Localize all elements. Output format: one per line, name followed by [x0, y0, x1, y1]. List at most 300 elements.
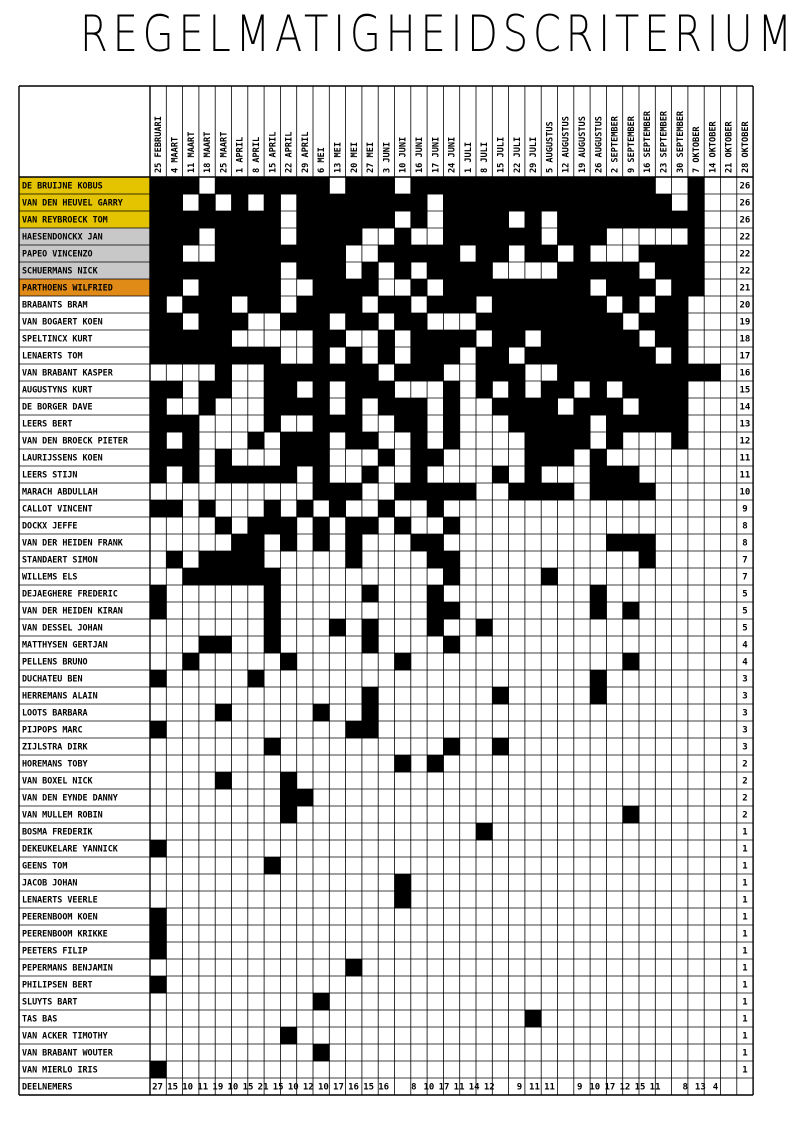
attendance-mark	[395, 755, 412, 772]
attendance-mark	[232, 245, 249, 262]
attendance-mark	[623, 415, 640, 432]
row-name: DUCHATEU BEN	[22, 673, 83, 684]
row-name: JACOB JOHAN	[22, 877, 78, 888]
row-name: PEERENBOOM KRIKKE	[22, 928, 108, 939]
attendance-mark	[606, 534, 623, 551]
attendance-mark	[558, 364, 575, 381]
attendance-mark	[427, 296, 444, 313]
attendance-mark	[313, 466, 330, 483]
attendance-mark	[329, 330, 346, 347]
attendance-mark	[427, 347, 444, 364]
attendance-mark	[346, 177, 363, 194]
attendance-mark	[672, 364, 689, 381]
attendance-mark	[199, 262, 216, 279]
attendance-mark	[590, 466, 607, 483]
attendance-mark	[183, 211, 200, 228]
column-header: 12 AUGUSTUS	[561, 116, 572, 173]
attendance-mark	[215, 466, 232, 483]
attendance-mark	[183, 466, 200, 483]
attendance-mark	[280, 806, 297, 823]
row-name: ZIJLSTRA DIRK	[22, 741, 88, 752]
attendance-mark	[150, 925, 167, 942]
attendance-mark	[590, 449, 607, 466]
attendance-mark	[215, 330, 232, 347]
column-header: 8 APRIL	[251, 136, 262, 173]
attendance-mark	[248, 228, 265, 245]
row-name: LENAERTS VEERLE	[22, 894, 98, 905]
row-total: 3	[742, 691, 748, 702]
attendance-mark	[280, 1027, 297, 1044]
row-name: VAN BOXEL NICK	[22, 775, 93, 786]
attendance-mark	[232, 228, 249, 245]
attendance-mark	[150, 177, 167, 194]
row-total: 1	[742, 997, 748, 1008]
footer-count: 15	[167, 1082, 179, 1093]
footer-count: 11	[529, 1082, 540, 1093]
attendance-mark	[672, 381, 689, 398]
attendance-mark	[492, 738, 509, 755]
attendance-mark	[215, 704, 232, 721]
attendance-mark	[166, 279, 183, 296]
column-header: 25 FEBRUARI	[154, 116, 165, 173]
attendance-mark	[574, 262, 591, 279]
footer-count: 14	[468, 1082, 480, 1093]
attendance-mark	[199, 381, 216, 398]
attendance-mark	[411, 466, 428, 483]
attendance-mark	[346, 551, 363, 568]
attendance-mark	[297, 432, 314, 449]
attendance-mark	[248, 245, 265, 262]
attendance-mark	[574, 398, 591, 415]
column-header: 2 SEPTEMBER	[610, 116, 621, 173]
attendance-mark	[541, 449, 558, 466]
attendance-mark	[280, 381, 297, 398]
attendance-mark	[590, 398, 607, 415]
attendance-mark	[509, 381, 526, 398]
attendance-mark	[606, 415, 623, 432]
attendance-mark	[688, 364, 705, 381]
attendance-mark	[232, 568, 249, 585]
attendance-mark	[590, 364, 607, 381]
column-header: 7 OKTOBER	[692, 126, 703, 173]
footer-count: 15	[634, 1082, 646, 1093]
column-header: 16 SEPTEMBER	[643, 110, 654, 173]
attendance-mark	[395, 517, 412, 534]
attendance-mark	[574, 415, 591, 432]
attendance-mark	[623, 211, 640, 228]
attendance-mark	[443, 245, 460, 262]
attendance-mark	[362, 177, 379, 194]
attendance-mark	[639, 194, 656, 211]
attendance-mark	[395, 194, 412, 211]
attendance-mark	[297, 262, 314, 279]
footer-count: 11	[453, 1082, 465, 1093]
attendance-mark	[558, 415, 575, 432]
attendance-mark	[427, 483, 444, 500]
attendance-mark	[460, 330, 477, 347]
attendance-mark	[313, 1044, 330, 1061]
row-total: 1	[742, 1014, 748, 1025]
footer-count: 17	[604, 1082, 616, 1093]
row-name: STANDAERT SIMON	[22, 554, 98, 565]
row-total: 19	[739, 317, 751, 328]
attendance-mark	[215, 262, 232, 279]
column-header: 18 MAART	[203, 131, 214, 173]
attendance-mark	[590, 670, 607, 687]
attendance-mark	[313, 245, 330, 262]
attendance-mark	[346, 721, 363, 738]
attendance-mark	[232, 194, 249, 211]
attendance-mark	[606, 364, 623, 381]
attendance-mark	[443, 296, 460, 313]
row-name: VAN DEN EYNDE DANNY	[22, 792, 118, 803]
attendance-mark	[150, 262, 167, 279]
attendance-mark	[183, 432, 200, 449]
attendance-mark	[476, 228, 493, 245]
attendance-mark	[655, 245, 672, 262]
row-name: DEKEUKELARE YANNICK	[22, 843, 118, 854]
attendance-mark	[525, 228, 542, 245]
column-header: 22 JULI	[512, 136, 523, 173]
column-header: 15 JULI	[496, 136, 507, 173]
attendance-mark	[166, 415, 183, 432]
footer-count: 12	[619, 1082, 631, 1093]
attendance-mark	[476, 262, 493, 279]
row-name: HOREMANS TOBY	[22, 758, 88, 769]
row-name: MATTHYSEN GERTJAN	[22, 639, 108, 650]
attendance-mark	[688, 177, 705, 194]
attendance-mark	[264, 228, 281, 245]
attendance-mark	[443, 517, 460, 534]
attendance-mark	[297, 211, 314, 228]
attendance-mark	[443, 228, 460, 245]
attendance-mark	[329, 500, 346, 517]
attendance-mark	[264, 568, 281, 585]
attendance-mark	[655, 262, 672, 279]
attendance-mark	[150, 942, 167, 959]
attendance-mark	[297, 177, 314, 194]
attendance-mark	[411, 432, 428, 449]
attendance-mark	[346, 381, 363, 398]
attendance-mark	[362, 279, 379, 296]
attendance-mark	[525, 449, 542, 466]
attendance-mark	[623, 296, 640, 313]
attendance-mark	[639, 177, 656, 194]
footer-count: 10	[287, 1082, 299, 1093]
attendance-mark	[460, 279, 477, 296]
attendance-mark	[574, 211, 591, 228]
attendance-mark	[541, 398, 558, 415]
attendance-mark	[395, 296, 412, 313]
row-total: 1	[742, 963, 748, 974]
attendance-mark	[150, 347, 167, 364]
row-total: 5	[742, 589, 748, 600]
attendance-mark	[606, 262, 623, 279]
attendance-mark	[574, 313, 591, 330]
attendance-mark	[525, 432, 542, 449]
attendance-mark	[248, 432, 265, 449]
row-total: 3	[742, 742, 748, 753]
attendance-mark	[541, 313, 558, 330]
row-total: 1	[742, 844, 748, 855]
row-name: LOOTS BARBARA	[22, 707, 88, 718]
row-name: PARTHOENS WILFRIED	[22, 282, 113, 293]
row-total: 2	[742, 810, 748, 821]
attendance-mark	[443, 347, 460, 364]
attendance-mark	[280, 789, 297, 806]
footer-count: 9	[576, 1082, 583, 1093]
attendance-mark	[427, 262, 444, 279]
attendance-mark	[395, 653, 412, 670]
row-name: VAN BRABANT KASPER	[22, 367, 113, 378]
attendance-mark	[443, 636, 460, 653]
attendance-mark	[492, 313, 509, 330]
attendance-mark	[558, 313, 575, 330]
attendance-mark	[606, 483, 623, 500]
attendance-mark	[606, 398, 623, 415]
attendance-mark	[623, 466, 640, 483]
column-header: 1 APRIL	[235, 136, 246, 173]
attendance-mark	[541, 279, 558, 296]
attendance-mark	[232, 347, 249, 364]
footer-count: 8	[682, 1082, 688, 1093]
attendance-mark	[297, 245, 314, 262]
attendance-mark	[346, 228, 363, 245]
row-total: 1	[742, 980, 748, 991]
row-name: BOSMA FREDERIK	[22, 826, 93, 837]
attendance-mark	[541, 415, 558, 432]
attendance-mark	[606, 211, 623, 228]
attendance-mark	[215, 296, 232, 313]
attendance-mark	[525, 279, 542, 296]
footer-count: 10	[227, 1082, 239, 1093]
attendance-mark	[443, 415, 460, 432]
column-header: 6 MEI	[317, 147, 328, 173]
attendance-mark	[362, 721, 379, 738]
attendance-mark	[150, 432, 167, 449]
attendance-mark	[264, 857, 281, 874]
attendance-mark	[655, 415, 672, 432]
column-header: 14 OKTOBER	[708, 121, 719, 173]
attendance-mark	[313, 228, 330, 245]
attendance-mark	[623, 330, 640, 347]
attendance-mark	[525, 296, 542, 313]
attendance-mark	[443, 738, 460, 755]
attendance-mark	[183, 228, 200, 245]
attendance-mark	[329, 364, 346, 381]
attendance-mark	[232, 279, 249, 296]
attendance-mark	[362, 262, 379, 279]
attendance-mark	[509, 398, 526, 415]
attendance-mark	[443, 279, 460, 296]
attendance-mark	[525, 245, 542, 262]
attendance-mark	[297, 228, 314, 245]
attendance-mark	[525, 177, 542, 194]
footer-count: 27	[152, 1082, 163, 1093]
attendance-mark	[411, 534, 428, 551]
attendance-mark	[313, 381, 330, 398]
attendance-mark	[639, 347, 656, 364]
attendance-mark	[590, 602, 607, 619]
footer-count: 13	[694, 1082, 706, 1093]
column-header: 15 APRIL	[268, 131, 279, 173]
attendance-mark	[248, 670, 265, 687]
attendance-mark	[411, 194, 428, 211]
attendance-mark	[639, 534, 656, 551]
attendance-mark	[606, 313, 623, 330]
attendance-mark	[362, 619, 379, 636]
attendance-mark	[378, 330, 395, 347]
attendance-mark	[704, 364, 721, 381]
row-name: LENAERTS TOM	[22, 350, 83, 361]
attendance-mark	[492, 245, 509, 262]
attendance-mark	[378, 398, 395, 415]
attendance-mark	[378, 449, 395, 466]
attendance-mark	[166, 177, 183, 194]
attendance-mark	[264, 636, 281, 653]
attendance-mark	[639, 551, 656, 568]
attendance-mark	[509, 279, 526, 296]
row-total: 9	[742, 504, 748, 515]
attendance-mark	[655, 381, 672, 398]
attendance-mark	[460, 296, 477, 313]
attendance-mark	[264, 415, 281, 432]
attendance-mark	[525, 211, 542, 228]
column-header: 5 AUGUSTUS	[545, 121, 556, 173]
attendance-mark	[558, 483, 575, 500]
attendance-mark	[590, 194, 607, 211]
attendance-mark	[460, 262, 477, 279]
footer-count: 10	[589, 1082, 601, 1093]
row-total: 11	[739, 470, 751, 481]
attendance-mark	[232, 177, 249, 194]
attendance-mark	[623, 194, 640, 211]
attendance-mark	[443, 194, 460, 211]
attendance-mark	[329, 296, 346, 313]
attendance-mark	[362, 585, 379, 602]
footer-count: 21	[257, 1082, 269, 1093]
attendance-mark	[313, 364, 330, 381]
row-total: 1	[742, 912, 748, 923]
attendance-mark	[280, 517, 297, 534]
row-name: WILLEMS ELS	[22, 571, 78, 582]
row-total: 1	[742, 1065, 748, 1076]
attendance-mark	[590, 381, 607, 398]
attendance-mark	[215, 772, 232, 789]
row-total: 2	[742, 793, 748, 804]
row-total: 2	[742, 776, 748, 787]
attendance-mark	[623, 177, 640, 194]
attendance-mark	[199, 279, 216, 296]
attendance-mark	[492, 330, 509, 347]
attendance-mark	[509, 296, 526, 313]
attendance-mark	[623, 602, 640, 619]
attendance-mark	[232, 551, 249, 568]
attendance-mark	[183, 415, 200, 432]
attendance-mark	[215, 211, 232, 228]
attendance-mark	[492, 466, 509, 483]
attendance-mark	[297, 313, 314, 330]
attendance-mark	[183, 347, 200, 364]
attendance-mark	[362, 466, 379, 483]
row-name: PHILIPSEN BERT	[22, 979, 93, 990]
attendance-mark	[411, 279, 428, 296]
attendance-mark	[280, 772, 297, 789]
row-total: 22	[739, 232, 751, 243]
attendance-mark	[313, 517, 330, 534]
attendance-mark	[411, 364, 428, 381]
attendance-mark	[525, 483, 542, 500]
attendance-mark	[248, 177, 265, 194]
attendance-mark	[199, 347, 216, 364]
row-name: DEJAEGHERE FREDERIC	[22, 588, 118, 599]
column-header: 17 JUNI	[431, 136, 442, 173]
attendance-mark	[541, 483, 558, 500]
attendance-mark	[150, 398, 167, 415]
attendance-mark	[166, 228, 183, 245]
attendance-mark	[362, 432, 379, 449]
attendance-mark	[313, 279, 330, 296]
attendance-mark	[150, 245, 167, 262]
attendance-mark	[215, 228, 232, 245]
attendance-mark	[574, 296, 591, 313]
attendance-mark	[297, 194, 314, 211]
attendance-mark	[313, 993, 330, 1010]
attendance-mark	[672, 347, 689, 364]
row-total: 3	[742, 674, 748, 685]
attendance-mark	[346, 211, 363, 228]
row-name: PEERENBOOM KOEN	[22, 911, 98, 922]
attendance-mark	[313, 449, 330, 466]
attendance-mark	[150, 415, 167, 432]
attendance-mark	[166, 194, 183, 211]
attendance-mark	[313, 483, 330, 500]
attendance-mark	[248, 568, 265, 585]
attendance-mark	[264, 347, 281, 364]
row-total: 26	[739, 198, 751, 209]
attendance-mark	[248, 466, 265, 483]
attendance-mark	[672, 330, 689, 347]
row-total: 8	[742, 521, 748, 532]
attendance-mark	[574, 347, 591, 364]
row-total: 3	[742, 708, 748, 719]
attendance-mark	[541, 347, 558, 364]
attendance-mark	[509, 177, 526, 194]
row-name: SPELTINCX KURT	[22, 333, 93, 344]
attendance-mark	[166, 313, 183, 330]
attendance-mark	[150, 1061, 167, 1078]
attendance-mark	[362, 704, 379, 721]
attendance-mark	[411, 313, 428, 330]
attendance-mark	[346, 347, 363, 364]
attendance-mark	[427, 619, 444, 636]
row-total: 22	[739, 249, 751, 260]
attendance-mark	[639, 245, 656, 262]
attendance-mark	[264, 738, 281, 755]
attendance-mark	[492, 211, 509, 228]
attendance-mark	[215, 347, 232, 364]
attendance-mark	[215, 551, 232, 568]
footer-count: 8	[411, 1082, 417, 1093]
attendance-mark	[590, 262, 607, 279]
attendance-mark	[199, 551, 216, 568]
attendance-mark	[411, 177, 428, 194]
attendance-mark	[509, 483, 526, 500]
attendance-mark	[264, 364, 281, 381]
attendance-mark	[329, 245, 346, 262]
attendance-mark	[297, 398, 314, 415]
attendance-mark	[541, 177, 558, 194]
